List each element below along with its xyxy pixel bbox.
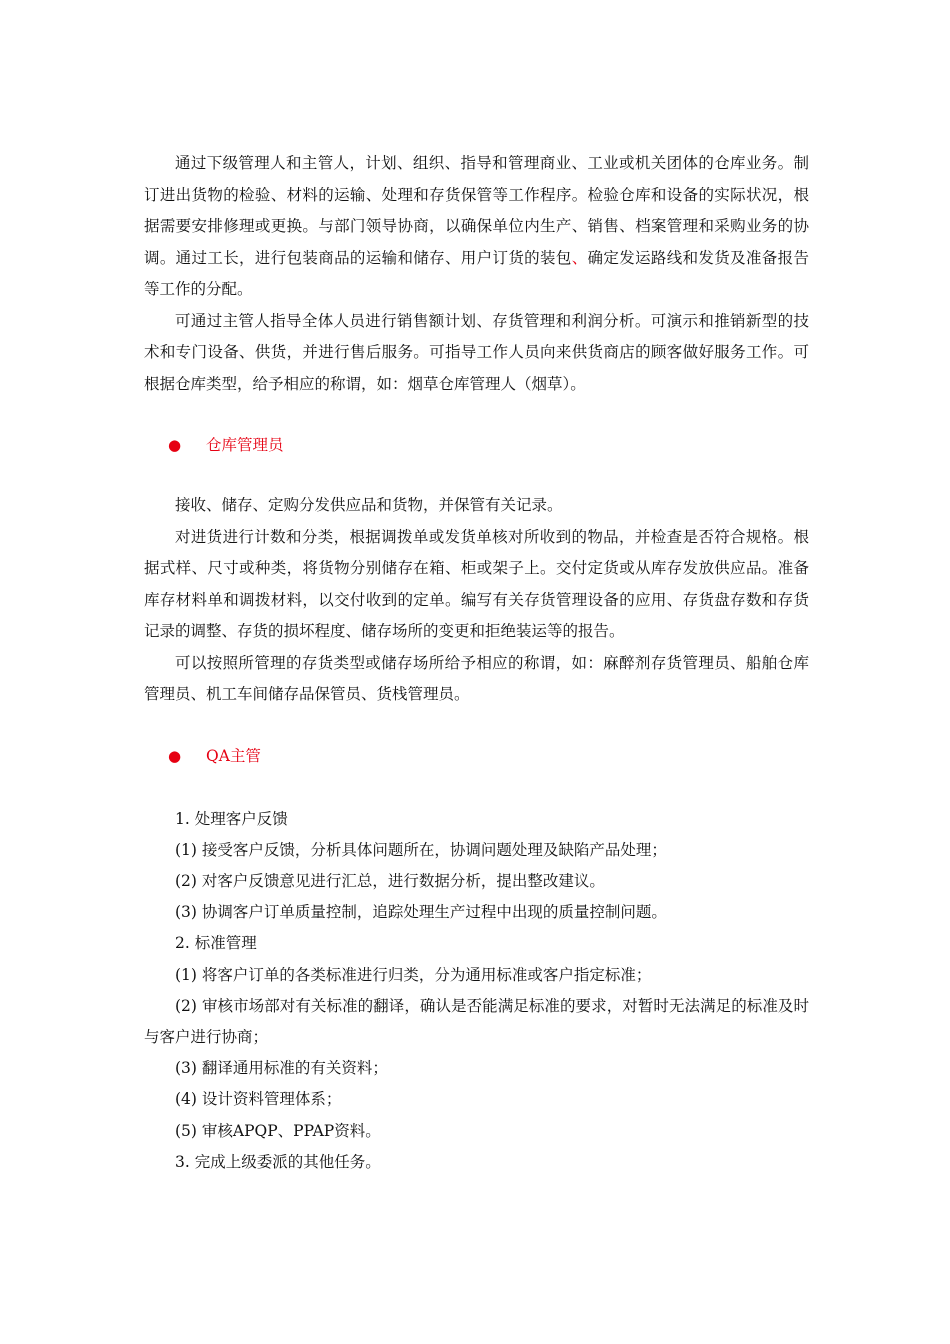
intro-paragraph-1-text-a: 通过下级管理人和主管人，计划、组织、指导和管理商业、工业或机关团体的仓库业务。制订进出货物的检验、材料的运输、处理和存货保管等工作程序。检验仓库和设备的实际状况，根据需要安排修理或更换。与部门领导协商，以确保单位内生产、销售、档案管理和采购业务的协调。通过工长，进行包装商品的运输和储存、用户订货的装包 xyxy=(144,154,809,267)
list-item: (1) 接受客户反馈，分析具体问题所在，协调问题处理及缺陷产品处理； xyxy=(175,840,667,859)
heading-warehouse-clerk-title: 仓库管理员 xyxy=(206,436,284,454)
list-item: 3. 完成上级委派的其他任务。 xyxy=(175,1152,381,1171)
intro-paragraph-1-red-mark: 、 xyxy=(571,248,588,267)
heading-warehouse-clerk xyxy=(144,429,809,461)
document-page xyxy=(144,148,809,1178)
list-item: (5) 审核APQP、PPAP资料。 xyxy=(175,1121,381,1140)
spacer xyxy=(144,461,809,490)
list-item: 1. 处理客户反馈 xyxy=(175,809,288,828)
list-item: (4) 设计资料管理体系； xyxy=(175,1090,342,1109)
intro-paragraph-1 xyxy=(144,148,809,306)
list-item: 2. 标准管理 xyxy=(175,934,257,953)
clerk-paragraph-2: 对进货进行计数和分类，根据调拨单或发货单核对所收到的物品，并检查是否符合规格。根据式样、尺寸或种类，将货物分别储存在箱、柜或架子上。交付定货或从库存发放供应品。准备库存材料单和调拨材料，以交付收到的定单。编写有关存货管理设备的应用、存货盘存数和存货记录的调整、存货的损坏程度、储存场所的变更和拒绝装运等的报告。 xyxy=(144,527,809,640)
list-item: (2) 审核市场部对有关标准的翻译，确认是否能满足标准的要求，对暂时无法满足的标准及时与客户进行协商； xyxy=(144,996,809,1046)
list-item: (3) 翻译通用标准的有关资料； xyxy=(175,1059,388,1078)
bullet-dot-icon: ● xyxy=(168,436,182,454)
heading-qa-supervisor-title: QA主管 xyxy=(206,746,261,765)
spacer xyxy=(144,711,809,740)
list-item: (3) 协调客户订单质量控制，追踪处理生产过程中出现的质量控制问题。 xyxy=(175,903,667,922)
intro-paragraph-1-text-b: 确定发运路线和发货及准备报告等工作的分配。 xyxy=(144,248,809,298)
clerk-paragraph-1: 接收、储存、定购分发供应品和货物，并保管有关记录。 xyxy=(175,496,563,514)
heading-qa-supervisor xyxy=(144,740,809,772)
qa-duties-list xyxy=(144,804,809,1178)
list-item: (2) 对客户反馈意见进行汇总，进行数据分析，提出整改建议。 xyxy=(175,871,605,890)
spacer xyxy=(144,400,809,429)
clerk-paragraph-3: 可以按照所管理的存货类型或储存场所给予相应的称谓，如：麻醉剂存货管理员、船舶仓库管理员、机工车间储存品保管员、货栈管理员。 xyxy=(144,653,809,703)
list-item: (1) 将客户订单的各类标准进行归类，分为通用标准或客户指定标准； xyxy=(175,965,652,984)
spacer xyxy=(144,772,809,804)
intro-paragraph-2: 可通过主管人指导全体人员进行销售额计划、存货管理和利润分析。可演示和推销新型的技术和专门设备、供货，并进行售后服务。可指导工作人员向来供货商店的顾客做好服务工作。可根据仓库类型，给予相应的称谓，如：烟草仓库管理人（烟草）。 xyxy=(144,311,809,393)
bullet-dot-icon: ● xyxy=(168,746,182,765)
